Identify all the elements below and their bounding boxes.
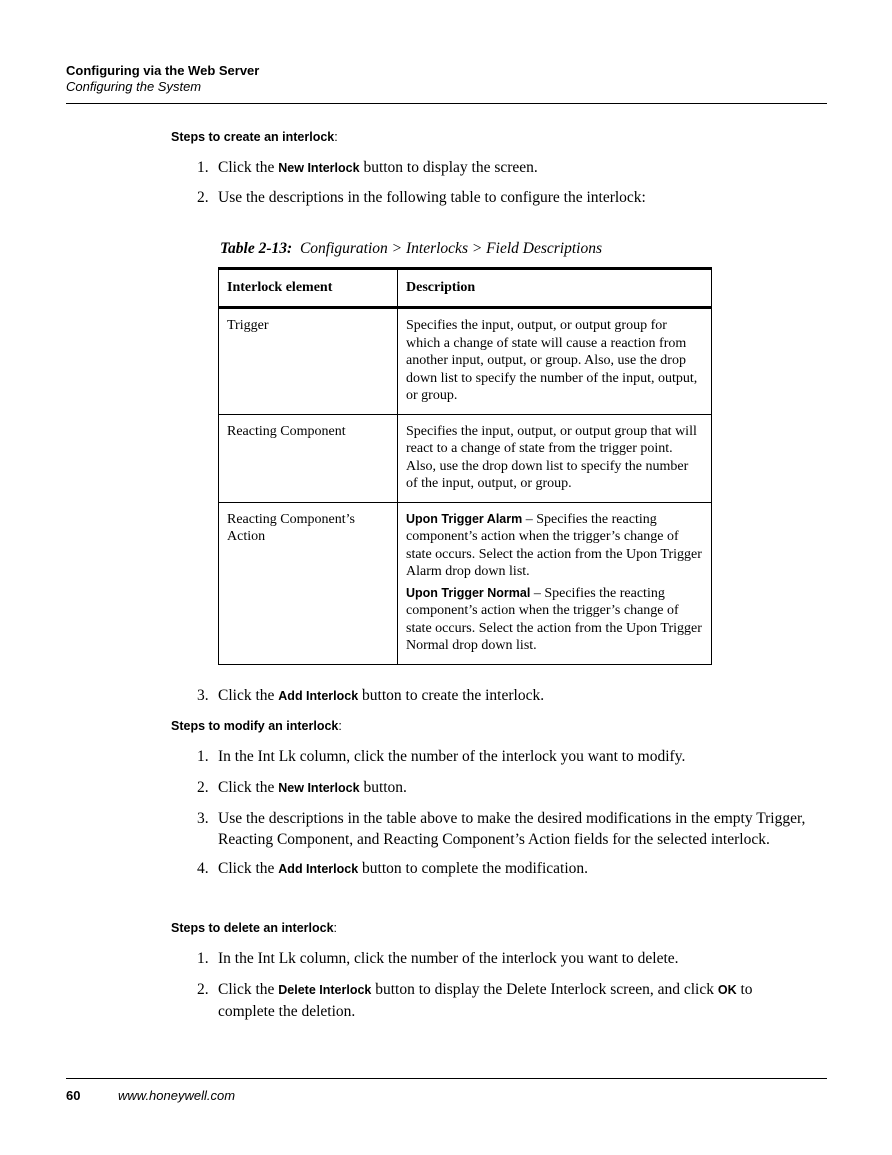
delete-interlock-button-ref: Delete Interlock: [278, 983, 372, 997]
delete-steps-heading: Steps to delete an interlock:: [171, 921, 338, 935]
create-step-2: 2. Use the descriptions in the following table to configure the interlock:: [197, 189, 646, 206]
modify-step-1: 1. In the Int Lk column, click the number of the interlock you want to modify.: [197, 748, 686, 765]
table-cell-description: Specifies the input, output, or output group that will react to a change of state from the trigger point. Also, use the drop down list to specify the number of the input, output, or group.: [398, 414, 712, 502]
column-header-description: Description: [398, 269, 712, 308]
modify-step-2: 2. Click the New Interlock button.: [197, 779, 407, 796]
table-cell-element: Reacting Component’s Action: [219, 502, 398, 664]
delete-step-1: 1. In the Int Lk column, click the number of the interlock you want to delete.: [197, 950, 679, 967]
table-row: [219, 502, 712, 664]
table-header-row: [219, 269, 712, 308]
upon-trigger-normal-item: Upon Trigger Normal – Specifies the reacting component’s action when the trigger’s change of state occurs. Select the action from the Upon Trigger Normal drop down list.: [406, 585, 702, 653]
header-rule: [66, 103, 827, 104]
ok-button-ref: OK: [717, 983, 737, 997]
footer-url: www.honeywell.com: [118, 1088, 236, 1103]
create-step-3: 3. Click the Add Interlock button to create the interlock.: [197, 687, 545, 704]
page-number: 60: [66, 1088, 81, 1103]
add-interlock-button-ref: Add Interlock: [278, 689, 359, 703]
table-cell-element: Reacting Component: [219, 414, 398, 502]
delete-step-2: 2. Click the Delete Interlock button to display the Delete Interlock screen, and click OK to complete the deletion.: [197, 981, 753, 1020]
table-caption: Table 2-13: Configuration > Interlocks > Field Descriptions: [220, 240, 602, 257]
upon-trigger-alarm-item: Upon Trigger Alarm – Specifies the reacting component’s action when the trigger’s change of state occurs. Select the action from the Upon Trigger Alarm drop down list.: [406, 511, 702, 579]
modify-step-4: 4. Click the Add Interlock button to complete the modification.: [197, 860, 589, 877]
modify-step-3: 3. Use the descriptions in the table above to make the desired modifications in the empty Trigger, Reacting Component, and Reacting Component’s Action fields for the selected interlock.: [197, 810, 806, 848]
table-row: [219, 308, 712, 415]
footer-rule: [66, 1078, 827, 1079]
create-step-1: 1. Click the New Interlock button to display the screen.: [197, 159, 538, 176]
table-cell-description: Specifies the input, output, or output group for which a change of state will cause a reaction from another input, output, or group. Also, use the drop down list to specify the number of the input, output, or group.: [398, 308, 712, 415]
new-interlock-button-ref: New Interlock: [278, 161, 360, 175]
create-steps-heading: Steps to create an interlock:: [171, 130, 338, 144]
new-interlock-button-ref: New Interlock: [278, 781, 360, 795]
running-header-subtitle: Configuring the System: [66, 79, 202, 94]
running-header-title: Configuring via the Web Server: [66, 63, 260, 78]
add-interlock-button-ref: Add Interlock: [278, 862, 359, 876]
modify-steps-heading: Steps to modify an interlock:: [171, 719, 342, 733]
column-header-element: Interlock element: [219, 269, 398, 308]
field-descriptions-table: [218, 267, 712, 665]
table-cell-description: [398, 502, 712, 664]
table-cell-element: Trigger: [219, 308, 398, 415]
table-row: [219, 414, 712, 502]
